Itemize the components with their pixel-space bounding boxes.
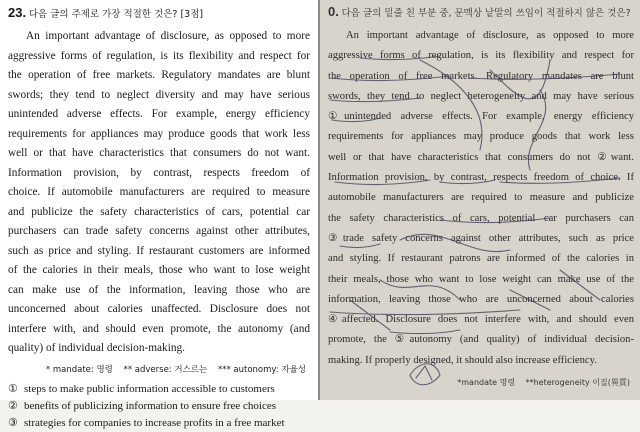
passage-line: Information provision, by contrast, respects freedom of: [8, 166, 310, 179]
question-header: [328, 4, 634, 22]
choice-number: ①: [8, 382, 18, 395]
passage-line: and publicize the safety characteristics of cars, potential car: [8, 205, 310, 218]
choice-text: strategies for companies to increase profits in a free market: [24, 416, 285, 429]
passage-line: automobile manufacturers are required to measure and publicize: [328, 192, 634, 204]
original-question-panel: [0, 0, 318, 429]
passage-line: aggressive forms of regulation, is its flexibility and respect for: [328, 50, 634, 62]
passage-line: purchasers can trade safety concerns against other attributes,: [8, 225, 310, 237]
choice-text: benefits of publicizing information to ensure free choices: [24, 399, 276, 412]
passage-line: swords, they tend to neglect heterogeneity and may have serious: [328, 90, 634, 102]
passage-line: can make use of the information, leaving those who are: [8, 283, 310, 296]
question-header: [8, 5, 310, 23]
gloss-item: *mandate 명령: [457, 378, 516, 388]
passage-line: information, leaving those who are unconcerned about calories: [328, 293, 634, 305]
passage-line: aggressive forms of regulation, is its flexibility and respect for: [8, 49, 310, 62]
gloss-item: * mandate: 명령: [45, 364, 113, 375]
passage-line: requirements for appliances may produce goods that work less: [8, 127, 310, 140]
passage-line: promote, the ⑤autonomy (and quality) of individual decision-: [328, 334, 634, 346]
choice-2[interactable]: [8, 398, 310, 415]
annotated-question-panel: [320, 0, 640, 400]
choice-3[interactable]: [8, 415, 310, 432]
question-number: 0.: [328, 4, 339, 19]
choice-1[interactable]: [8, 381, 310, 398]
passage-line: An important advantage of disclosure, as opposed to more: [26, 30, 310, 42]
passage-line: ①unintended adverse effects. For example, energy efficiency: [328, 111, 634, 123]
question-number: 23.: [8, 5, 27, 20]
passage-line: Information provision, by contrast, respects freedom of choice. If: [328, 172, 634, 184]
passage: [328, 26, 634, 371]
choice-number: ②: [8, 399, 18, 412]
vocabulary-glosses: [328, 377, 630, 388]
passage-line: the safety characteristics of cars, potential car purchasers can: [328, 212, 634, 224]
gloss-item: **heterogeneity 이질(異質): [525, 378, 630, 388]
passage-line: and styling. If restaurant patrons are informed of the calories in: [328, 253, 634, 265]
question-prompt: 다음 글의 밑줄 친 부분 중, 문맥상 낱말의 쓰임이 적절하지 않은 것은?: [341, 8, 631, 19]
passage-line: their meals, those who want to lose weight can make use of the: [328, 273, 634, 285]
passage-line: making. If properly designed, it should also increase efficiency.: [328, 354, 597, 366]
passage-line: interfere with, and should even promote, the autonomy (and: [8, 322, 310, 335]
passage-line: unconcerned about calories unaffected. Disclosure does not: [8, 303, 310, 315]
passage-line: requirements for appliances may produce goods that work less: [328, 131, 634, 143]
passage-line: An important advantage of disclosure, as opposed to more: [346, 30, 634, 41]
choice-number: ③: [8, 416, 18, 429]
passage-line: choice. If automobile manufacturers are required to measure: [8, 186, 310, 198]
passage-line: swords; they tend to neglect diversity and may have serious: [8, 88, 310, 101]
passage: [8, 27, 310, 359]
choice-text: steps to make public information accessible to customers: [24, 382, 275, 395]
answer-choices: [8, 381, 310, 432]
passage-line: ③trade safety concerns against other attributes, such as price: [328, 232, 634, 244]
question-prompt: 다음 글의 주제로 가장 적절한 것은? [3점]: [28, 9, 204, 20]
gloss-item: ** adverse: 거스르는: [123, 364, 208, 375]
passage-line: of the calories in their meals, those who want to lose weight: [8, 264, 310, 276]
passage-line: such as price and styling. If restaurant customers are informed: [8, 244, 310, 257]
passage-line: well or that have characteristics that consumers do not want.: [8, 147, 310, 159]
gloss-item: *** autonomy: 자율성: [217, 364, 306, 375]
passage-line: well or that have characteristics that consumers do not ②want.: [328, 151, 634, 163]
passage-line: the operation of free markets. Regulatory mandates are blunt: [8, 69, 310, 81]
passage-line: quality) of individual decision-making.: [8, 342, 185, 354]
vocabulary-glosses: [8, 363, 306, 375]
passage-line: ④affected. Disclosure does not interfere with, and should even: [328, 314, 634, 326]
passage-line: unintended adverse effects. For example, energy efficiency: [8, 108, 310, 120]
passage-line: the operation of free markets. Regulatory mandates are blunt: [328, 70, 634, 82]
